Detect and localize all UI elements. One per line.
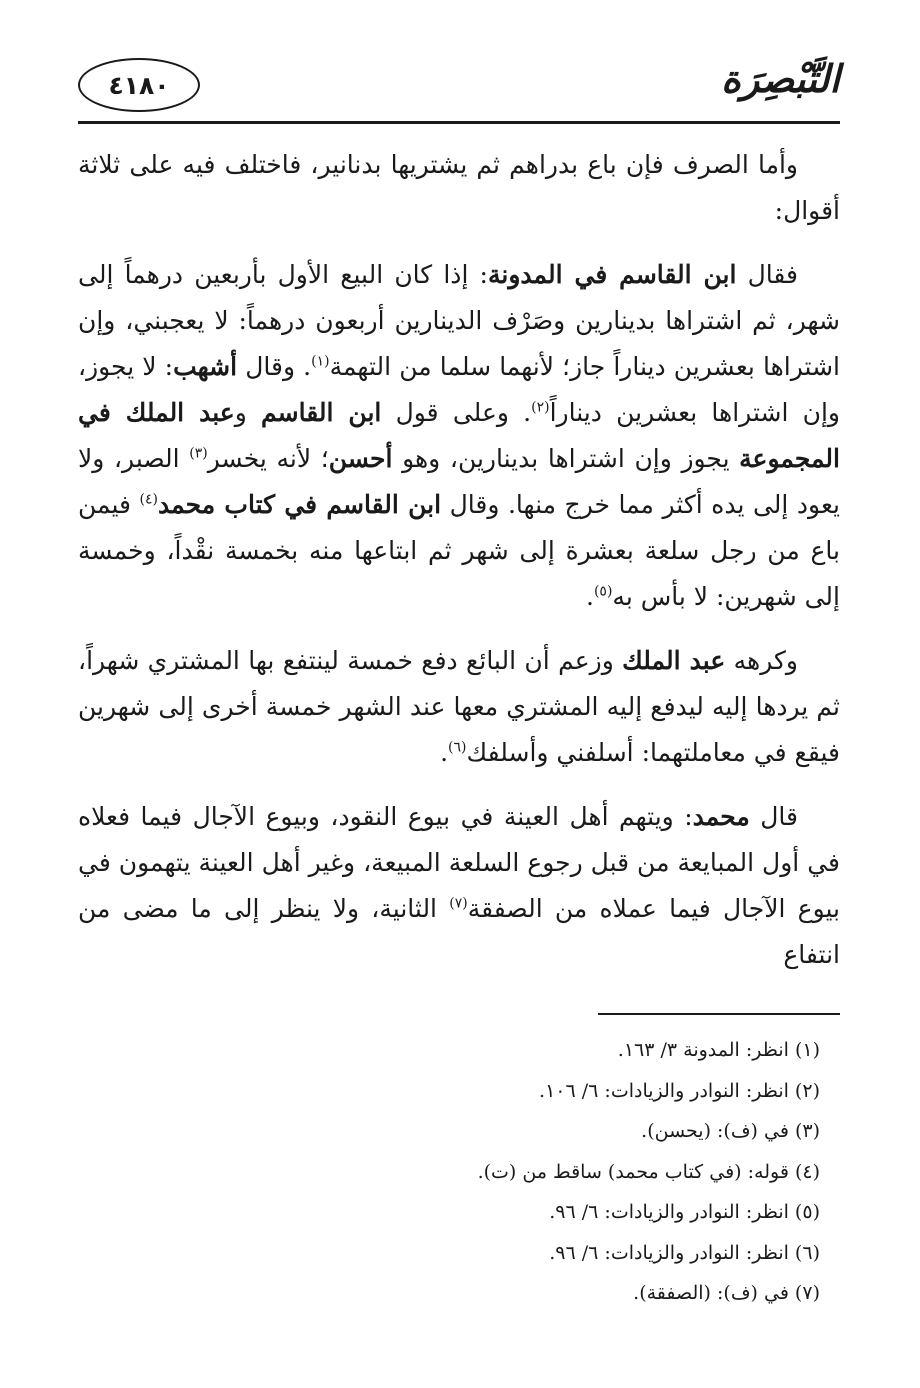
text-run: : لا يجوز، وإن اشتراها بعشرين ديناراً	[78, 352, 841, 427]
footnote-marker: (٧)	[449, 895, 468, 912]
text-run: الصبر، ولا يعود إلى يده أكثر مما خرج منها. وقال	[78, 444, 840, 519]
footnote: (٣) في (ف): (يحسن).	[641, 1120, 820, 1142]
footnote: (١) انظر: المدونة ٣/ ١٦٣.	[617, 1039, 820, 1061]
bold-term: أحسن	[328, 444, 393, 473]
text-run: وأما الصرف فإن باع بدراهم ثم يشتريها بدنانير، فاختلف فيه على ثلاثة أقوال:	[78, 150, 840, 225]
footnote-marker: (٦)	[448, 739, 467, 756]
paragraph	[78, 638, 840, 776]
bold-term: ابن القاسم في كتاب محمد	[158, 490, 442, 519]
page-header	[78, 52, 840, 122]
text-run: فقال	[736, 260, 799, 289]
footnote-separator	[598, 1013, 840, 1015]
text-run: : إذا كان البيع الأول بأربعين درهماً إلى شهر، ثم اشتراها بدينارين وصَرْف الدينارين أربعون درهماً: لا يعجبني، وإن اشتراها بعشرين ديناراً جاز؛ لأنهما سلما من التهمة	[78, 260, 840, 381]
text-run: الثانية، ولا ينظر إلى ما مضى من انتفاع	[78, 894, 840, 969]
text-run: . وقال	[237, 352, 312, 381]
footnote: (٥) انظر: النوادر والزيادات: ٦/ ٩٦.	[549, 1201, 820, 1223]
paragraph	[78, 252, 840, 620]
text-run: و	[234, 398, 262, 427]
footnote-marker: (٣)	[189, 445, 208, 462]
paragraph	[78, 142, 840, 234]
footnote: (٧) في (ف): (الصفقة).	[633, 1282, 820, 1304]
header-rule	[78, 121, 840, 124]
bold-term: محمد	[692, 802, 750, 831]
footnote: (٦) انظر: النوادر والزيادات: ٦/ ٩٦.	[549, 1241, 820, 1264]
text-run: .	[440, 738, 449, 767]
footnotes	[78, 1030, 820, 1314]
text-run: يجوز وإن اشتراها بدينارين، وهو	[392, 444, 740, 473]
page-number: ٤١٨٠	[108, 70, 170, 100]
footnote-marker: (٢)	[531, 399, 550, 416]
text-run: : ويتهم أهل العينة في بيوع النقود، وبيوع الآجال فيما فعلاه في أول المبايعة من قبل رجوع السلعة المبيعة، وغير أهل العينة يتهمون في بيوع الآجال فيما عملاه من الصفقة	[78, 802, 840, 923]
paragraph	[78, 794, 840, 978]
bold-term: عبد الملك	[622, 646, 726, 675]
bold-term: عبد الملك في المجموعة	[78, 398, 840, 473]
text-run: وزعم أن البائع دفع خمسة لينتفع بها المشتري شهراً، ثم يردها إليه ليدفع إليه المشتري معها عند الشهر خمسة أخرى إلى شهرين فيقع في معاملتهما: أسلفني وأسلفك	[78, 646, 840, 767]
footnote: (٢) انظر: النوادر والزيادات: ٦/ ١٠٦.	[539, 1079, 820, 1102]
text-run: وكرهه	[725, 646, 798, 675]
footnote-marker: (٥)	[593, 583, 613, 600]
main-text	[78, 142, 840, 978]
text-run: .	[586, 582, 594, 611]
text-run: فيمن باع من رجل سلعة بعشرة إلى شهر ثم ابتاعها منه بخمسة نقْداً، وخمسة إلى شهرين: لا بأس به	[78, 490, 840, 611]
bold-term: ابن القاسم في المدونة	[487, 260, 737, 289]
running-title: التَّبْصِرَة	[721, 56, 840, 101]
text-run: ؛ لأنه يخسر	[207, 444, 329, 473]
bold-term: أشهب	[173, 352, 238, 381]
footnote: (٤) قوله: (في كتاب محمد) ساقط من (ت).	[477, 1160, 820, 1183]
text-run: . وعلى قول	[381, 398, 532, 427]
page-number-badge	[78, 58, 200, 112]
footnote-marker: (٤)	[139, 491, 158, 508]
text-run: قال	[749, 802, 799, 831]
footnote-marker: (١)	[311, 353, 330, 370]
bold-term: ابن القاسم	[261, 398, 382, 427]
